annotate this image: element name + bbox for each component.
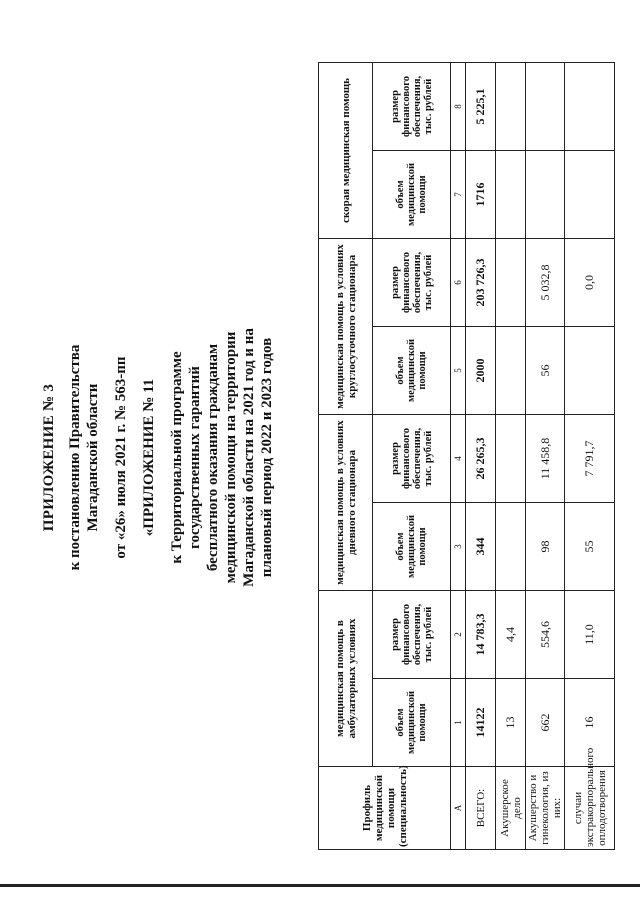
cell <box>526 62 565 150</box>
column-number: 8 <box>451 62 466 150</box>
cell <box>496 150 526 238</box>
column-number: 1 <box>451 679 466 767</box>
cell: 13 <box>496 679 526 767</box>
column-number: А <box>451 767 466 850</box>
row-label: ВСЕГО: <box>466 767 496 850</box>
decree-date-number: от «26» июля 2021 г. № 563-пп <box>113 356 129 559</box>
subheader-finance: размер финансового обеспечения, тыс. рублей <box>373 62 451 150</box>
program-line-1: к Территориальной программе <box>169 351 185 564</box>
cell: 662 <box>526 679 565 767</box>
row-label: Акушерское дело <box>496 767 526 850</box>
cell: 26 265,3 <box>466 415 496 503</box>
table-row <box>526 62 565 849</box>
medical-care-table <box>318 62 615 850</box>
column-number: 4 <box>451 415 466 503</box>
cell: 0,0 <box>565 238 615 326</box>
row-label: Акушерство и гинекология, из них: <box>526 767 565 850</box>
program-line-5: Магаданской области на 2021 год и на <box>241 328 257 587</box>
cell: 14 783,3 <box>466 591 496 679</box>
decree-line-1: к постановлению Правительства <box>67 344 83 571</box>
cell: 11 458,8 <box>526 415 565 503</box>
cell <box>496 238 526 326</box>
cell <box>496 62 526 150</box>
cell: 16 <box>565 679 615 767</box>
cell <box>526 150 565 238</box>
subheader-finance: размер финансового обеспечения, тыс. рублей <box>373 415 451 503</box>
document-header <box>40 35 310 880</box>
program-line-4: медицинской помощи на территории <box>223 331 239 584</box>
column-number: 2 <box>451 591 466 679</box>
appendix-title: ПРИЛОЖЕНИЕ № 3 <box>41 383 57 532</box>
cell <box>565 62 615 150</box>
appendix-11-title: «ПРИЛОЖЕНИЕ № 11 <box>141 378 157 537</box>
column-number: 3 <box>451 503 466 591</box>
cell <box>496 415 526 503</box>
cell: 344 <box>466 503 496 591</box>
subheader-volume: объем медицинской помощи <box>373 150 451 238</box>
group-header-round-clock-hospital: медицинская помощь в условиях круглосуточного стационара <box>319 238 373 414</box>
cell: 14122 <box>466 679 496 767</box>
decree-line-2: Магаданской области <box>85 383 101 532</box>
program-line-6: плановый период 2022 и 2023 годов <box>259 337 275 578</box>
cell: 1716 <box>466 150 496 238</box>
profile-header: Профиль медицинской помощи (специальность) <box>319 767 451 850</box>
cell: 5 225,1 <box>466 62 496 150</box>
cell: 7 791,7 <box>565 415 615 503</box>
subheader-volume: объем медицинской помощи <box>373 327 451 415</box>
page-bottom-rule <box>0 884 640 887</box>
cell: 203 726,3 <box>466 238 496 326</box>
cell: 4,4 <box>496 591 526 679</box>
table-row <box>565 62 615 849</box>
cell <box>496 327 526 415</box>
subheader-finance: размер финансового обеспечения, тыс. рублей <box>373 238 451 326</box>
cell <box>565 327 615 415</box>
subheader-volume: объем медицинской помощи <box>373 503 451 591</box>
subheader-volume: объем медицинской помощи <box>373 679 451 767</box>
row-label: случаи экстракорпорального оплодотворения <box>565 767 615 850</box>
group-header-day-hospital: медицинская помощь в условиях дневного стационара <box>319 415 373 591</box>
table-row <box>496 62 526 849</box>
cell <box>565 150 615 238</box>
cell: 5 032,8 <box>526 238 565 326</box>
cell: 98 <box>526 503 565 591</box>
cell: 11,0 <box>565 591 615 679</box>
medical-care-table-wrapper <box>318 63 615 850</box>
cell: 56 <box>526 327 565 415</box>
cell: 55 <box>565 503 615 591</box>
cell <box>496 503 526 591</box>
rotated-page <box>10 35 630 880</box>
column-number: 6 <box>451 238 466 326</box>
cell: 554,6 <box>526 591 565 679</box>
program-line-2: государственных гарантий <box>187 366 203 549</box>
group-header-emergency: скорая медицинская помощь <box>319 62 373 238</box>
group-header-ambulatory: медицинская помощь в амбулаторных условиях <box>319 591 373 767</box>
column-number: 7 <box>451 150 466 238</box>
cell: 2000 <box>466 327 496 415</box>
column-number: 5 <box>451 327 466 415</box>
program-line-3: бесплатного оказания гражданам <box>205 343 221 572</box>
table-row-total <box>466 62 496 849</box>
subheader-finance: размер финансового обеспечения, тыс. рублей <box>373 591 451 679</box>
